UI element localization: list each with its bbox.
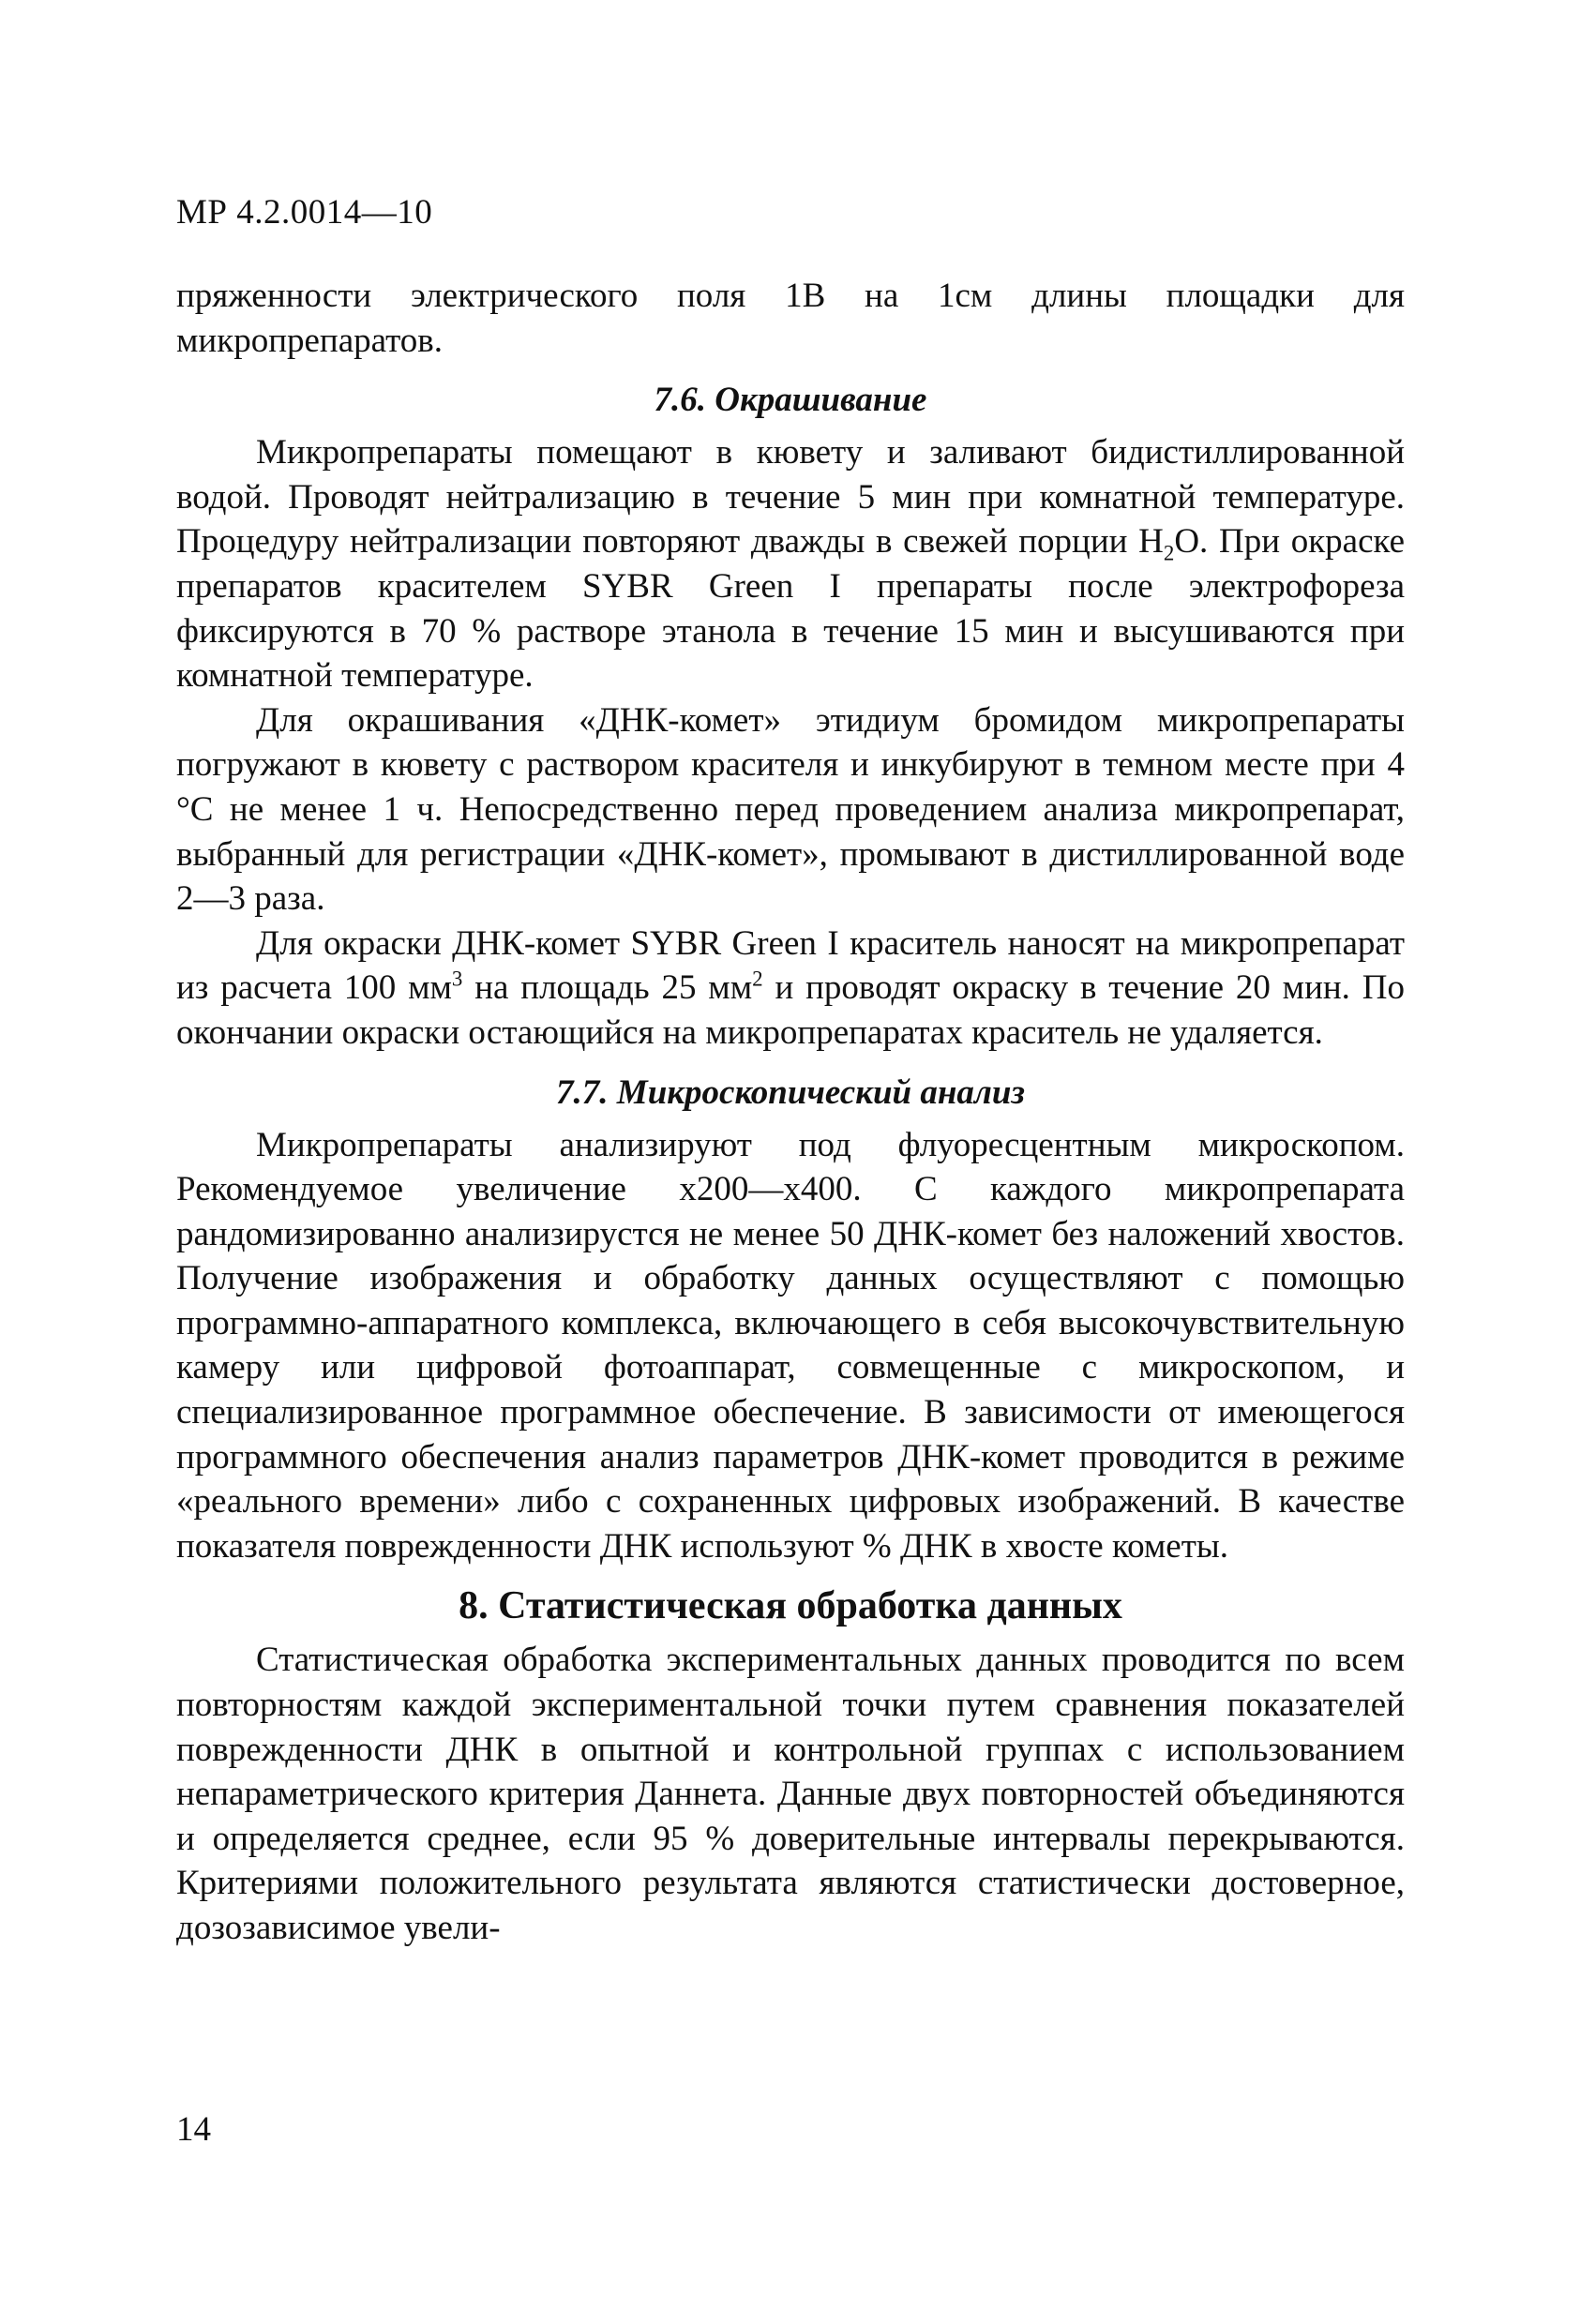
paragraph-microscopic-analysis: Микропрепараты анализируют под флуоресцентным микроскопом. Рекомендуемое увеличение x200—x400. С каждого микропрепарата рандомизированно анализирустся не менее 50 ДНК-комет без наложений хвостов. Получение изображения и обработку данных осуществляют с помощью программно-аппаратного комплекса, включающего в себя высокочувствительную камеру или цифровой фотоаппарат, совмещенные с микроскопом, и специализированное программное обеспечение. В зависимости от имеющегося программного обеспечения анализ параметров ДНК-комет проводится в режиме «реального времени» либо с сохраненных цифровых изображений. В качестве показателя поврежденности ДНК используют % ДНК в хвосте кометы. xyxy=(176,1125,1405,1566)
text-part: Для окраски ДНК-комет SYBR Green I краситель наносят на микропрепарат из расчета 100 мм xyxy=(176,923,1405,1008)
text-part: O. При окраске препаратов красителем SYBR Green I препараты после электрофореза фиксируются в 70 % растворе этанола в течение 15 мин и высушиваются при комнатной температуре. xyxy=(176,522,1405,696)
paragraph-statistics: Статистическая обработка экспериментальных данных проводится по всем повторностям каждой экспериментальной точки путем сравнения показателей поврежденности ДНК в опытной и контрольной группах с использованием непараметрического критерия Даннета. Данные двух повторностей объединяются и определяется среднее, если 95 % доверительные интервалы перекрываются. Критериями положительного результата являются статистически достоверное, дозозависимое увели- xyxy=(176,1641,1405,1947)
subscript: 2 xyxy=(1163,541,1175,565)
paragraph-sybr-staining xyxy=(176,922,1405,1056)
section-heading-8: 8. Статистическая обработка данных xyxy=(459,1584,1122,1628)
subsection-heading-7-7: 7.7. Микроскопический анализ xyxy=(556,1072,1025,1112)
document-code: МР 4.2.0014—10 xyxy=(176,193,433,232)
subsection-heading-7-6: 7.6. Окрашивание xyxy=(654,381,927,420)
page-content xyxy=(176,274,1405,1951)
paragraph-ethidium-staining: Для окрашивания «ДНК-комет» этидиум бромидом микропрепараты погружают в кювету с раствором красителя и инкубируют в темном месте при 4 °С не менее 1 ч. Непосредственно перед проведением анализа микропрепарат, выбранный для регистрации «ДНК-комет», промывают в дистиллированной воде 2—3 раза. xyxy=(176,700,1405,919)
text-part: и проводят окраску в течение 20 мин. По окончании окраски остающийся на микропрепаратах краситель не удаляется. xyxy=(176,968,1405,1052)
text-part: Микропрепараты помещают в кювету и заливают бидистиллированной водой. Проводят нейтрализацию в течение 5 мин при комнатной температуре. Процедуру нейтрализации повторяют дважды в свежей порции H xyxy=(176,433,1405,562)
page-number: 14 xyxy=(176,2110,211,2149)
text-part: на площадь 25 мм xyxy=(462,968,753,1008)
superscript: 3 xyxy=(451,967,463,991)
paragraph-continuation: пряженности электрического поля 1В на 1см длины площадки для микропрепаратов. xyxy=(176,277,1405,360)
paragraph-staining-neutralization xyxy=(176,430,1405,698)
superscript: 2 xyxy=(752,967,763,991)
